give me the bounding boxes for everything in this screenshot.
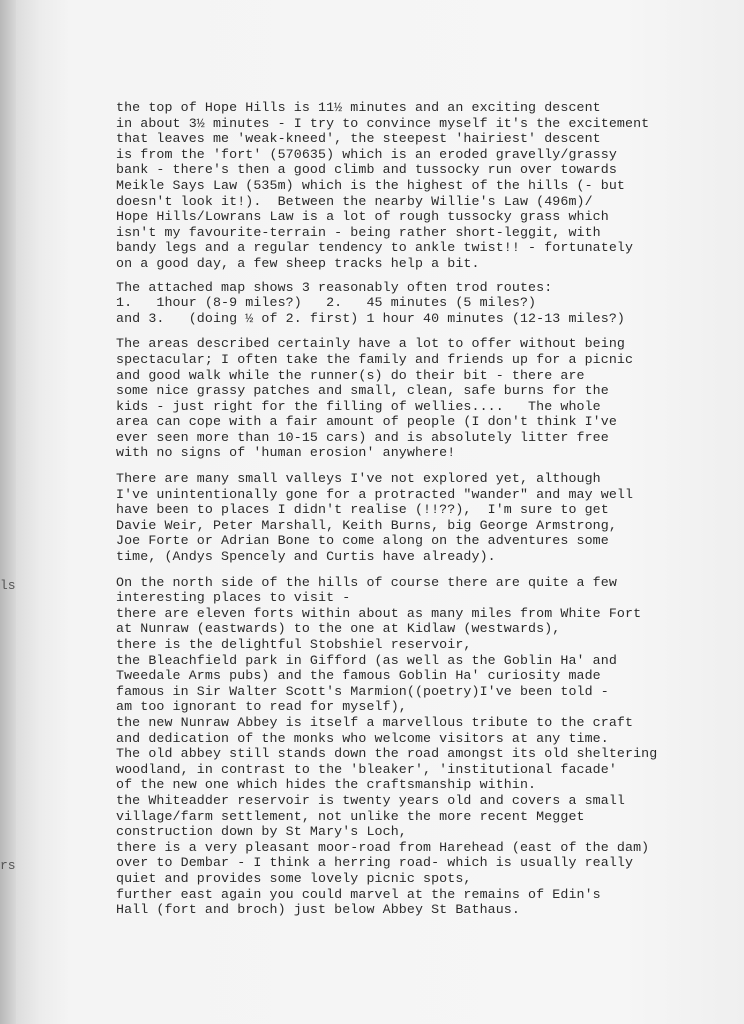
text-line: construction down by St Mary's Loch, [116, 824, 407, 840]
text-line: isn't my favourite-terrain - being rather short-leggit, with [116, 224, 601, 240]
text-line: Tweedale Arms pubs) and the famous Goblin Ha' curiosity made [116, 668, 601, 684]
text-line: have been to places I didn't realise (!!??), I'm sure to get [116, 502, 609, 518]
text-line: over to Dembar - I think a herring road- which is usually really [116, 855, 634, 871]
text-line: The areas described certainly have a lot to offer without being [116, 336, 626, 352]
text-line: the Bleachfield park in Gifford (as well as the Goblin Ha' and [116, 652, 617, 668]
margin-fragment: rs [0, 858, 16, 873]
text-line: there is a very pleasant moor-road from Harehead (east of the dam) [116, 839, 650, 855]
typed-letter-body [116, 100, 716, 918]
text-line: with no signs of 'human erosion' anywhere! [116, 445, 456, 461]
text-line: of the new one which hides the craftsmanship within. [116, 777, 537, 793]
text-line: there is the delightful Stobshiel reservoir, [116, 637, 472, 652]
text-line: spectacular; I often take the family and friends up for a picnic [116, 351, 634, 367]
text-line: some nice grassy patches and small, clean, safe burns for the [116, 383, 609, 399]
text-line: bank - there's then a good climb and tussocky run over towards [116, 162, 617, 178]
paragraph-areas-described [116, 336, 716, 461]
text-line: at Nunraw (eastwards) to the one at Kidlaw (westwards), [116, 621, 561, 637]
paragraph-north-side [116, 575, 716, 918]
text-line: am too ignorant to read for myself), [116, 699, 407, 715]
text-line: further east again you could marvel at the remains of Edin's [116, 886, 601, 902]
text-line: ever seen more than 10-15 cars) and is absolutely litter free [116, 429, 609, 445]
text-line: interesting places to visit - [116, 590, 351, 606]
text-line: doesn't look it!). Between the nearby Willie's Law (496m)/ [116, 193, 593, 209]
text-line: village/farm settlement, not unlike the more recent Megget [116, 808, 585, 824]
paragraph-routes [116, 280, 716, 327]
text-line: Hope Hills/Lowrans Law is a lot of rough tussocky grass which [116, 209, 609, 225]
text-line: is from the 'fort' (570635) which is an eroded gravelly/grassy [116, 146, 617, 162]
text-line: bandy legs and a regular tendency to ankle twist!! - fortunately [116, 240, 634, 256]
text-line: the top of Hope Hills is 11½ minutes and an exciting descent [116, 100, 601, 115]
text-line: There are many small valleys I've not explored yet, although [116, 471, 601, 487]
text-line: The attached map shows 3 reasonably often trod routes: [116, 279, 553, 295]
text-line: in about 3½ minutes - I try to convince myself it's the excitement [116, 115, 650, 131]
text-line: there are eleven forts within about as many miles from White Fort [116, 605, 642, 621]
text-line: Hall (fort and broch) just below Abbey St Bathaus. [116, 902, 520, 918]
paragraph-hope-hills-descent [116, 100, 716, 272]
margin-fragment: ls [0, 578, 16, 593]
text-line: Meikle Says Law (535m) which is the highest of the hills (- but [116, 177, 626, 193]
text-line: that leaves me 'weak-kneed', the steepest 'hairiest' descent [116, 131, 601, 147]
text-line: 1. 1hour (8-9 miles?) 2. 45 minutes (5 miles?) [116, 295, 537, 311]
text-line: woodland, in contrast to the 'bleaker', 'institutional facade' [116, 761, 617, 777]
text-line: and good walk while the runner(s) do their bit - there are [116, 367, 585, 383]
text-line: quiet and provides some lovely picnic spots, [116, 870, 472, 886]
text-line: and 3. (doing ½ of 2. first) 1 hour 40 minutes (12-13 miles?) [116, 310, 626, 326]
text-line: the Whiteadder reservoir is twenty years old and covers a small [116, 792, 626, 808]
text-line: area can cope with a fair amount of people (I don't think I've [116, 414, 617, 430]
text-line: the new Nunraw Abbey is itself a marvellous tribute to the craft [116, 714, 634, 730]
text-line: Davie Weir, Peter Marshall, Keith Burns, big George Armstrong, [116, 517, 617, 533]
text-line: kids - just right for the filling of wellies.... The whole [116, 398, 601, 414]
text-line: On the north side of the hills of course there are quite a few [116, 574, 617, 590]
text-line: time, (Andys Spencely and Curtis have already). [116, 549, 496, 565]
text-line: on a good day, a few sheep tracks help a bit. [116, 255, 480, 271]
paragraph-small-valleys [116, 471, 716, 565]
text-line: The old abbey still stands down the road amongst its old sheltering [116, 746, 658, 762]
text-line: I've unintentionally gone for a protracted "wander" and may well [116, 486, 634, 502]
text-line: famous in Sir Walter Scott's Marmion((poetry)I've been told - [116, 683, 609, 699]
text-line: Joe Forte or Adrian Bone to come along on the adventures some [116, 533, 609, 549]
text-line: and dedication of the monks who welcome visitors at any time. [116, 730, 609, 746]
